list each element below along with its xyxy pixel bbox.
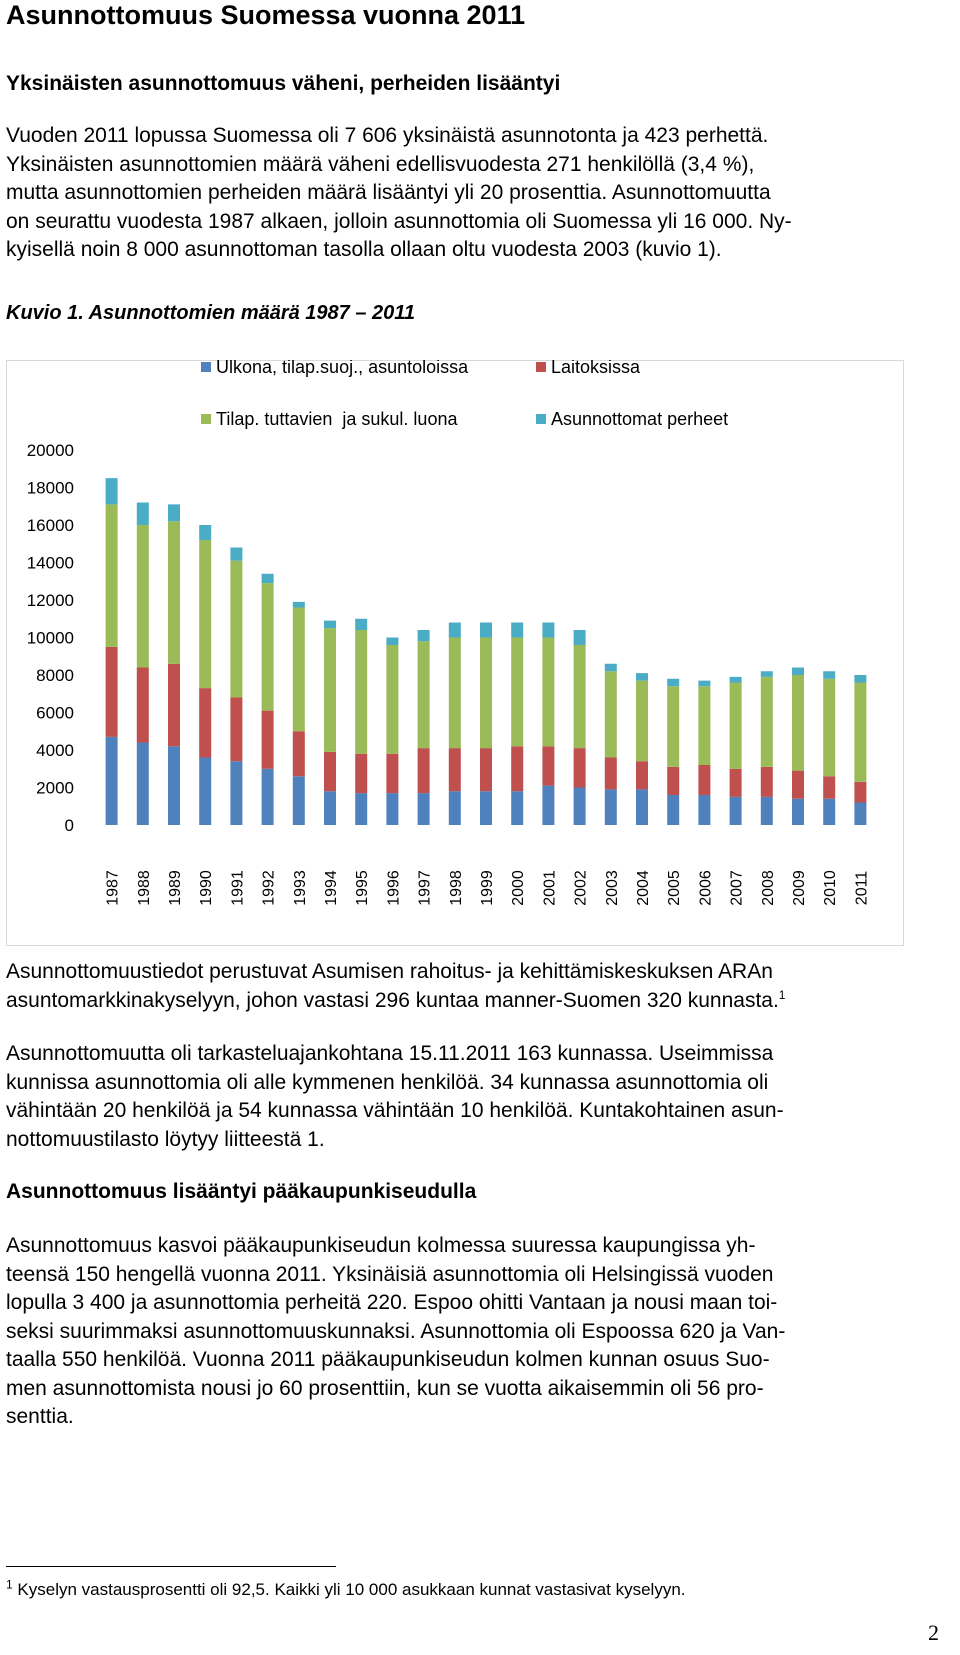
bar-segment xyxy=(480,638,492,749)
bar-segment xyxy=(324,752,336,791)
bar-segment xyxy=(636,673,648,681)
bar-segment xyxy=(262,769,274,825)
data-source-paragraph xyxy=(6,958,785,1015)
bar-segment xyxy=(449,623,461,638)
bar-segment xyxy=(574,748,586,787)
footnote xyxy=(6,1577,686,1600)
x-tick-label: 1988 xyxy=(135,870,153,906)
bar-segment xyxy=(667,795,679,825)
bar-segment xyxy=(792,668,804,676)
y-tick-label: 8000 xyxy=(36,666,74,685)
text-line: lopulla 3 400 ja asunnottomia perheitä 220. Espoo ohitti Vantaan ja nousi maan toi- xyxy=(6,1291,778,1314)
bar-segment xyxy=(730,769,742,797)
bar-segment xyxy=(792,675,804,771)
bar-segment xyxy=(698,686,710,765)
footnote-reference: 1 xyxy=(778,987,786,1002)
y-tick-label: 18000 xyxy=(26,478,74,498)
bar-segment xyxy=(605,789,617,825)
bar-segment xyxy=(511,638,523,747)
bar-segment xyxy=(511,746,523,791)
legend-label: Tilap. tuttavien ja sukul. luona xyxy=(216,409,458,429)
bar-segment xyxy=(667,686,679,767)
bar-segment xyxy=(168,521,180,664)
bar-segment xyxy=(106,647,118,737)
x-tick-label: 1995 xyxy=(354,870,372,906)
legend-label: Asunnottomat perheet xyxy=(551,409,729,429)
text-line: Asunnottomuus kasvoi pääkaupunkiseudun kolmessa suuressa kaupungissa yh- xyxy=(6,1234,756,1257)
bar-segment xyxy=(667,679,679,687)
bar-segment xyxy=(823,679,835,777)
bar-segment xyxy=(730,683,742,769)
x-tick-label: 1999 xyxy=(479,870,496,906)
bar-segment xyxy=(355,793,367,825)
x-tick-label: 2004 xyxy=(635,870,652,906)
bar-segment xyxy=(480,748,492,791)
legend-label: Laitoksissa xyxy=(551,360,641,377)
bar-segment xyxy=(854,683,866,782)
bar-segment xyxy=(355,630,367,754)
bar-segment xyxy=(449,791,461,825)
text-line: teensä 150 hengellä vuonna 2011. Yksinäisiä asunnottomia oli Helsingissä vuoden xyxy=(6,1262,774,1286)
municipalities-paragraph xyxy=(6,1040,784,1154)
x-tick-label: 1991 xyxy=(229,870,247,906)
bar-segment xyxy=(792,799,804,825)
bar-segment xyxy=(730,797,742,825)
text-line: seksi suurimmaksi asunnottomuuskunnaksi. Asunnottomia oli Espoossa 620 ja Van- xyxy=(6,1319,786,1343)
x-tick-label: 1989 xyxy=(167,870,184,906)
bar-segment xyxy=(199,540,211,688)
bar-segment xyxy=(168,664,180,747)
text-line: nottomuustilasto löytyy liitteestä 1. xyxy=(6,1127,325,1151)
bar-segment xyxy=(324,791,336,825)
bar-segment xyxy=(293,731,305,776)
bar-segment xyxy=(418,793,430,825)
bar-segment xyxy=(511,791,523,825)
section-heading-capital-region: Asunnottomuus lisääntyi pääkaupunkiseudulla xyxy=(6,1180,477,1203)
x-tick-label: 2003 xyxy=(603,870,621,906)
bar-segment xyxy=(698,795,710,825)
bar-segment xyxy=(542,746,554,785)
bar-segment xyxy=(106,737,118,825)
bar-segment xyxy=(137,668,149,743)
bar-segment xyxy=(293,608,305,732)
bar-segment xyxy=(230,761,242,825)
bar-segment xyxy=(230,561,242,698)
x-tick-label: 2007 xyxy=(728,870,746,906)
bar-segment xyxy=(667,767,679,795)
bar-segment xyxy=(636,789,648,825)
y-tick-label: 4000 xyxy=(36,741,74,760)
legend-swatch xyxy=(201,414,211,424)
y-tick-label: 2000 xyxy=(36,778,74,798)
x-tick-label: 1996 xyxy=(385,870,403,906)
bar-segment xyxy=(480,791,492,825)
y-tick-label: 10000 xyxy=(26,628,74,648)
bar-segment xyxy=(854,782,866,803)
text-line: on seurattu vuodesta 1987 alkaen, jolloin asunnottomia oli Suomessa yli 16 000. Ny- xyxy=(6,209,792,233)
bar-segment xyxy=(574,630,586,645)
bar-segment xyxy=(574,645,586,748)
bar-segment xyxy=(761,677,773,767)
page-title: Asunnottomuus Suomessa vuonna 2011 xyxy=(6,0,526,30)
bar-segment xyxy=(730,677,742,683)
bar-segment xyxy=(761,767,773,797)
bar-segment xyxy=(761,797,773,825)
bar-segment xyxy=(293,776,305,825)
bar-segment xyxy=(386,638,398,646)
x-tick-label: 2001 xyxy=(541,870,559,906)
x-tick-label: 2011 xyxy=(853,870,871,906)
bar-segment xyxy=(230,548,242,561)
bar-segment xyxy=(418,748,430,793)
bar-segment xyxy=(542,638,554,747)
bar-segment xyxy=(761,671,773,677)
intro-paragraph xyxy=(6,122,792,265)
x-tick-label: 1994 xyxy=(323,870,340,906)
bar-segment xyxy=(386,793,398,825)
bar-segment xyxy=(137,503,149,526)
bar-segment xyxy=(418,630,430,641)
x-tick-label: 2002 xyxy=(572,870,590,906)
stacked-bar-chart xyxy=(6,360,904,946)
x-tick-label: 2000 xyxy=(510,870,528,906)
x-tick-label: 2008 xyxy=(759,870,777,906)
text-line: Vuoden 2011 lopussa Suomessa oli 7 606 yksinäistä asunnotonta ja 423 perhettä. xyxy=(6,124,769,147)
bar-segment xyxy=(199,688,211,757)
bar-segment xyxy=(355,754,367,793)
text-line: kyisellä noin 8 000 asunnottoman tasolla ollaan oltu vuodesta 2003 (kuvio 1). xyxy=(6,238,722,261)
bar-segment xyxy=(605,664,617,672)
footnote-divider xyxy=(6,1566,336,1567)
page-number: 2 xyxy=(928,1620,939,1645)
text-line: taalla 550 henkilöä. Vuonna 2011 pääkaupunkiseudun kolmen kunnan osuus Suo- xyxy=(6,1348,770,1371)
bar-segment xyxy=(449,638,461,749)
legend-label: Ulkona, tilap.suoj., asuntoloissa xyxy=(216,360,469,377)
y-tick-label: 14000 xyxy=(26,553,74,573)
bar-segment xyxy=(418,641,430,748)
y-tick-label: 12000 xyxy=(26,591,74,610)
bar-segment xyxy=(262,711,274,769)
bar-segment xyxy=(698,681,710,687)
text-line: Asunnottomuutta oli tarkasteluajankohtana 15.11.2011 163 kunnassa. Useimmissa xyxy=(6,1042,774,1065)
text-line: mutta asunnottomien perheiden määrä lisääntyi yli 20 prosenttia. Asunnottomuutta xyxy=(6,181,771,204)
x-tick-label: 1992 xyxy=(260,870,278,906)
footnote-number: 1 xyxy=(6,1577,13,1592)
legend-swatch xyxy=(536,362,546,372)
text-line: men asunnottomista nousi jo 60 prosenttiin, kun se vuotta aikaisemmin oli 56 pro- xyxy=(6,1376,764,1400)
bar-segment xyxy=(542,623,554,638)
bar-segment xyxy=(137,525,149,668)
bar-segment xyxy=(480,623,492,638)
x-tick-label: 1987 xyxy=(104,870,122,906)
x-tick-label: 2010 xyxy=(822,870,840,906)
section-heading-singles: Yksinäisten asunnottomuus väheni, perheiden lisääntyi xyxy=(6,72,561,95)
bar-segment xyxy=(823,799,835,825)
bar-segment xyxy=(542,786,554,825)
bar-segment xyxy=(574,788,586,826)
text-line: senttia. xyxy=(6,1405,74,1428)
bar-segment xyxy=(511,623,523,638)
text-line: kunnissa asunnottomia oli alle kymmenen henkilöä. 34 kunnassa asunnottomia oli xyxy=(6,1070,769,1094)
bar-segment xyxy=(823,671,835,679)
y-tick-label: 20000 xyxy=(26,441,74,460)
bar-segment xyxy=(230,698,242,762)
bar-segment xyxy=(698,765,710,795)
x-tick-label: 2009 xyxy=(791,870,808,906)
bar-segment xyxy=(106,504,118,647)
x-tick-label: 2005 xyxy=(666,870,684,906)
footnote-text: Kyselyn vastausprosentti oli 92,5. Kaikki yli 10 000 asukkaan kunnat vastasivat kyselyyn. xyxy=(17,1580,686,1599)
y-tick-label: 6000 xyxy=(36,703,74,723)
text-line: Yksinäisten asunnottomien määrä väheni edellisvuodesta 271 henkilöllä (3,4 %), xyxy=(6,152,755,176)
bar-segment xyxy=(324,621,336,629)
x-tick-label: 1998 xyxy=(447,870,465,906)
bar-segment xyxy=(168,504,180,521)
bar-segment xyxy=(605,671,617,757)
text-line: Asunnottomuustiedot perustuvat Asumisen rahoitus- ja kehittämiskeskuksen ARAn xyxy=(6,960,773,983)
bar-segment xyxy=(262,583,274,711)
bar-segment xyxy=(199,758,211,826)
bar-segment xyxy=(199,525,211,540)
bar-segment xyxy=(823,776,835,799)
bar-segment xyxy=(262,574,274,583)
bar-segment xyxy=(636,681,648,762)
x-tick-label: 1993 xyxy=(291,870,309,906)
text-line xyxy=(6,987,785,1016)
bar-segment xyxy=(605,758,617,790)
x-tick-label: 2006 xyxy=(697,870,715,906)
bar-segment xyxy=(324,628,336,752)
text-line: vähintään 20 henkilöä ja 54 kunnassa vähintään 10 henkilöä. Kuntakohtainen asun- xyxy=(6,1099,784,1122)
bar-segment xyxy=(137,743,149,826)
y-tick-label: 0 xyxy=(64,816,74,835)
x-tick-label: 1990 xyxy=(198,870,216,906)
x-tick-label: 1997 xyxy=(416,870,434,906)
bar-segment xyxy=(854,803,866,826)
bar-segment xyxy=(293,602,305,608)
text-line-content: asuntomarkkinakyselyyn, johon vastasi 296 kuntaa manner-Suomen 320 kunnasta. xyxy=(6,988,779,1012)
bar-segment xyxy=(106,478,118,504)
bar-segment xyxy=(168,746,180,825)
bar-segment xyxy=(854,675,866,683)
legend-swatch xyxy=(201,362,211,372)
bar-segment xyxy=(792,771,804,799)
bar-segment xyxy=(449,748,461,791)
figure-caption: Kuvio 1. Asunnottomien määrä 1987 – 2011 xyxy=(6,302,416,324)
bar-segment xyxy=(386,645,398,754)
bar-segment xyxy=(355,619,367,630)
bar-segment xyxy=(386,754,398,793)
legend-swatch xyxy=(536,414,546,424)
capital-region-paragraph xyxy=(6,1232,785,1432)
bar-segment xyxy=(636,761,648,789)
y-tick-label: 16000 xyxy=(26,516,74,535)
